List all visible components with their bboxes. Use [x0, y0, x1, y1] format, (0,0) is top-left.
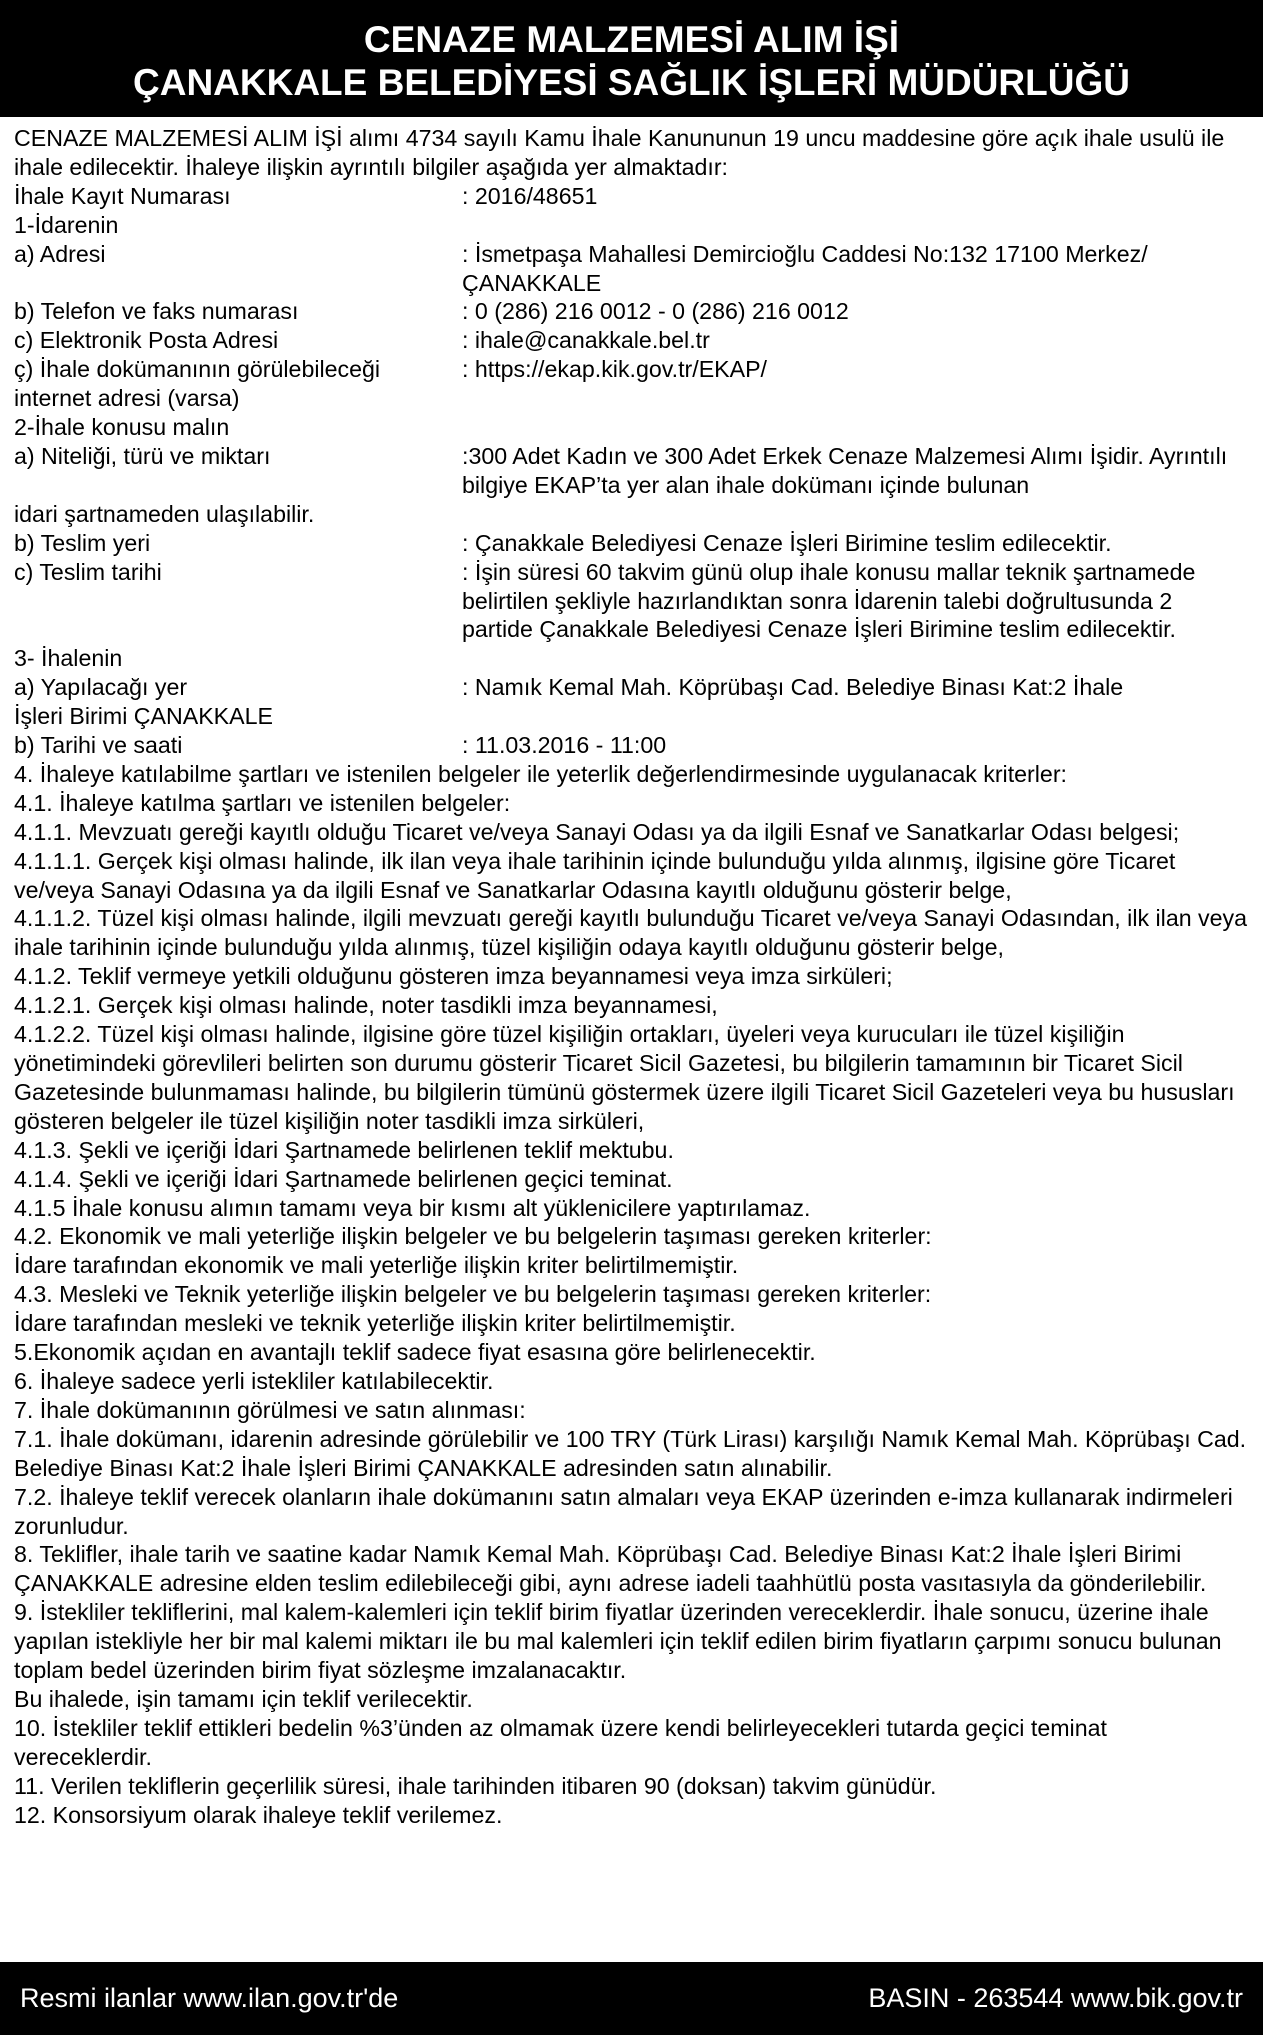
info-value: : ihale@canakkale.bel.tr — [462, 327, 710, 354]
info-row-adres — [14, 240, 1249, 298]
condition-paragraph: Bu ihalede, işin tamamı için teklif verilecektir. — [14, 1685, 473, 1712]
condition-paragraph: 6. İhaleye sadece yerli istekliler katılabilecektir. — [14, 1367, 494, 1394]
info-label: a) Yapılacağı yer — [14, 674, 188, 701]
footer-right-text: BASIN - 263544 www.bik.gov.tr — [868, 1983, 1243, 2013]
section-heading: 1-İdarenin — [14, 211, 119, 238]
condition-paragraph: İdare tarafından mesleki ve teknik yeterliğe ilişkin kriter belirtilmemiştir. — [14, 1310, 736, 1337]
info-row-eposta — [14, 326, 1249, 355]
condition-paragraph: 4.1.3. Şekli ve içeriği İdari Şartnamede belirlenen teklif mektubu. — [14, 1136, 674, 1163]
condition-paragraph: 4. İhaleye katılabilme şartları ve istenilen belgeler ile yeterlik değerlendirmesinde uygulanacak kriterler: — [14, 760, 1067, 787]
condition-paragraph: 12. Konsorsiyum olarak ihaleye teklif verilemez. — [14, 1801, 503, 1828]
condition-paragraph: 7.2. İhaleye teklif verecek olanların ihale dokümanını satın almaları veya EKAP üzerinden e-imza kullanarak indirmeleri zorunludur. — [14, 1483, 1233, 1539]
condition-paragraph: 4.1. İhaleye katılma şartları ve istenilen belgeler: — [14, 789, 511, 816]
condition-paragraph: 4.1.2.2. Tüzel kişi olması halinde, ilgisine göre tüzel kişiliğin ortakları, üyeleri veya kurucuları ile tüzel kişiliğin yönetimindeki görevlileri belirten son durumu gösterir Ticaret Sicil Gazetesi, bu bilgilerin tamamının bir Ticaret Sicil Gazetesinde bulunmaması halinde, bu bilgilerin tümünü göstermek üzere ilgili Ticaret Sicil Gazeteleri veya bu hususları gösteren belgeler ile tüzel kişiliğin noter tasdikli imza sirküleri, — [14, 1021, 1235, 1134]
info-label: c) Teslim tarihi — [14, 558, 162, 585]
conditions-list — [14, 760, 1249, 1830]
header-title-line2: ÇANAKKALE BELEDİYESİ SAĞLIK İŞLERİ MÜDÜRLÜĞÜ — [133, 62, 1130, 103]
condition-paragraph: 4.2. Ekonomik ve mali yeterliğe ilişkin belgeler ve bu belgelerin taşıması gereken kriterler: — [14, 1223, 932, 1250]
condition-paragraph: 4.1.5 İhale konusu alımın tamamı veya bir kısmı alt yüklenicilere yaptırılamaz. — [14, 1194, 811, 1221]
condition-paragraph: İdare tarafından ekonomik ve mali yeterliğe ilişkin kriter belirtilmemiştir. — [14, 1252, 739, 1279]
announcement-body — [0, 117, 1263, 1962]
condition-paragraph: 4.1.2.1. Gerçek kişi olması halinde, noter tasdikli imza beyannamesi, — [14, 992, 718, 1019]
footer-left-text: Resmi ilanlar www.ilan.gov.tr'de — [20, 1983, 399, 2013]
info-value: : 2016/48651 — [462, 182, 598, 209]
info-value: : Çanakkale Belediyesi Cenaze İşleri Birimine teslim edilecektir. — [462, 529, 1112, 556]
section-heading: 3- İhalenin — [14, 645, 123, 672]
info-continuation: idari şartnameden ulaşılabilir. — [14, 500, 315, 527]
info-label: b) Tarihi ve saati — [14, 732, 183, 759]
condition-paragraph: 4.1.2. Teklif vermeye yetkili olduğunu gösteren imza beyannamesi veya imza sirküleri; — [14, 963, 893, 990]
info-row-kayit — [14, 182, 1249, 211]
condition-paragraph: 4.1.1. Mevzuatı gereği kayıtlı olduğu Ticaret ve/veya Sanayi Odası ya da ilgili Esnaf ve Sanatkarlar Odası belgesi; — [14, 818, 1180, 845]
intro-paragraph: CENAZE MALZEMESİ ALIM İŞİ alımı 4734 sayılı Kamu İhale Kanununun 19 uncu maddesine göre açık ihale usulü ile ihale edilecektir. İhaleye ilişkin ayrıntılı bilgiler aşağıda yer almaktadır: — [14, 125, 1225, 180]
info-row-nitelik — [14, 442, 1249, 500]
info-row-internet — [14, 355, 1249, 413]
condition-paragraph: 4.3. Mesleki ve Teknik yeterliğe ilişkin belgeler ve bu belgelerin taşıması gereken kriterler: — [14, 1281, 932, 1308]
info-value: : 11.03.2016 - 11:00 — [462, 732, 667, 759]
condition-paragraph: 4.1.4. Şekli ve içeriği İdari Şartnamede belirlenen geçici teminat. — [14, 1165, 673, 1192]
info-continuation: İşleri Birimi ÇANAKKALE — [14, 703, 273, 730]
info-row-yer — [14, 673, 1249, 702]
info-label: a) Adresi — [14, 240, 106, 267]
condition-paragraph: 10. İstekliler teklif ettikleri bedelin %3’ünden az olmamak üzere kendi belirleyecekleri tutarda geçici teminat vereceklerdir. — [14, 1714, 1107, 1770]
info-row-teslim-yeri — [14, 529, 1249, 558]
condition-paragraph: 11. Verilen tekliflerin geçerlilik süresi, ihale tarihinden itibaren 90 (doksan) takvim günüdür. — [14, 1772, 937, 1799]
info-label: c) Elektronik Posta Adresi — [14, 327, 279, 354]
condition-paragraph: 5.Ekonomik açıdan en avantajlı teklif sadece fiyat esasına göre belirlenecektir. — [14, 1339, 816, 1366]
info-label: b) Telefon ve faks numarası — [14, 298, 299, 325]
condition-paragraph: 4.1.1.2. Tüzel kişi olması halinde, ilgili mevzuatı gereği kayıtlı bulunduğu Ticaret ve/veya Sanayi Odasından, ilk ilan veya ihale tarihinin içinde bulunduğu yılda alınmış, tüzel kişiliğin odaya kayıtlı olduğunu gösterir belge, — [14, 905, 1248, 961]
info-value: : https://ekap.kik.gov.tr/EKAP/ — [462, 356, 768, 383]
announcement-footer — [0, 1962, 1263, 2035]
header-title-line1: CENAZE MALZEMESİ ALIM İŞİ — [363, 19, 900, 60]
info-value: :300 Adet Kadın ve 300 Adet Erkek Cenaze Malzemesi Alımı İşidir. Ayrıntılı bilgiye EKAP’ta yer alan ihale dokümanı içinde bulunan — [462, 442, 1228, 498]
condition-paragraph: 7.1. İhale dokümanı, idarenin adresinde görülebilir ve 100 TRY (Türk Lirası) karşılığı Namık Kemal Mah. Köprübaşı Cad. Belediye Binası Kat:2 İhale İşleri Birimi ÇANAKKALE adresinden satın alınabilir. — [14, 1425, 1247, 1481]
condition-paragraph: 4.1.1.1. Gerçek kişi olması halinde, ilk ilan veya ihale tarihinin içinde bulunduğu yılda alınmış, ilgisine göre Ticaret ve/veya Sanayi Odasına ya da ilgili Esnaf ve Sanatkarlar Odasına kayıtlı olduğunu gösterir belge, — [14, 847, 1176, 903]
section-heading: 2-İhale konusu malın — [14, 414, 230, 441]
condition-paragraph: 7. İhale dokümanının görülmesi ve satın alınması: — [14, 1396, 526, 1423]
info-label: ç) İhale dokümanının görülebileceği internet adresi (varsa) — [14, 356, 381, 412]
info-row-tarih — [14, 731, 1249, 760]
info-label: a) Niteliği, türü ve miktarı — [14, 442, 271, 469]
info-value: : 0 (286) 216 0012 - 0 (286) 216 0012 — [462, 298, 849, 325]
condition-paragraph: 8. Teklifler, ihale tarih ve saatine kadar Namık Kemal Mah. Köprübaşı Cad. Belediye Binası Kat:2 İhale İşleri Birimi ÇANAKKALE adresine elden teslim edilebileceği gibi, aynı adrese iadeli taahhütlü posta vasıtasıyla da gönderilebilir. — [14, 1541, 1207, 1597]
info-value: : İşin süresi 60 takvim günü olup ihale konusu mallar teknik şartnamede belirtilen şekliyle hazırlandıktan sonra İdarenin talebi doğrultusunda 2 partide Çanakkale Belediyesi Cenaze İşleri Birimine teslim edilecektir. — [462, 558, 1196, 643]
info-value: : İsmetpaşa Mahallesi Demircioğlu Caddesi No:132 17100 Merkez/ÇANAKKALE — [462, 240, 1148, 296]
info-label: İhale Kayıt Numarası — [14, 182, 231, 209]
info-label: b) Teslim yeri — [14, 529, 151, 556]
info-value: : Namık Kemal Mah. Köprübaşı Cad. Belediye Binası Kat:2 İhale — [462, 674, 1124, 701]
info-row-teslim-tarihi — [14, 558, 1249, 645]
info-row-telefon — [14, 297, 1249, 326]
announcement-header — [0, 0, 1263, 117]
condition-paragraph: 9. İstekliler tekliflerini, mal kalem-kalemleri için teklif birim fiyatlar üzerinden vereceklerdir. İhale sonucu, üzerine ihale yapılan istekliyle her bir mal kalemi miktarı ile bu mal kalemleri için teklif edilen birim fiyatların çarpımı sonucu bulunan toplam bedel üzerinden birim fiyat sözleşme imzalanacaktır. — [14, 1599, 1222, 1684]
